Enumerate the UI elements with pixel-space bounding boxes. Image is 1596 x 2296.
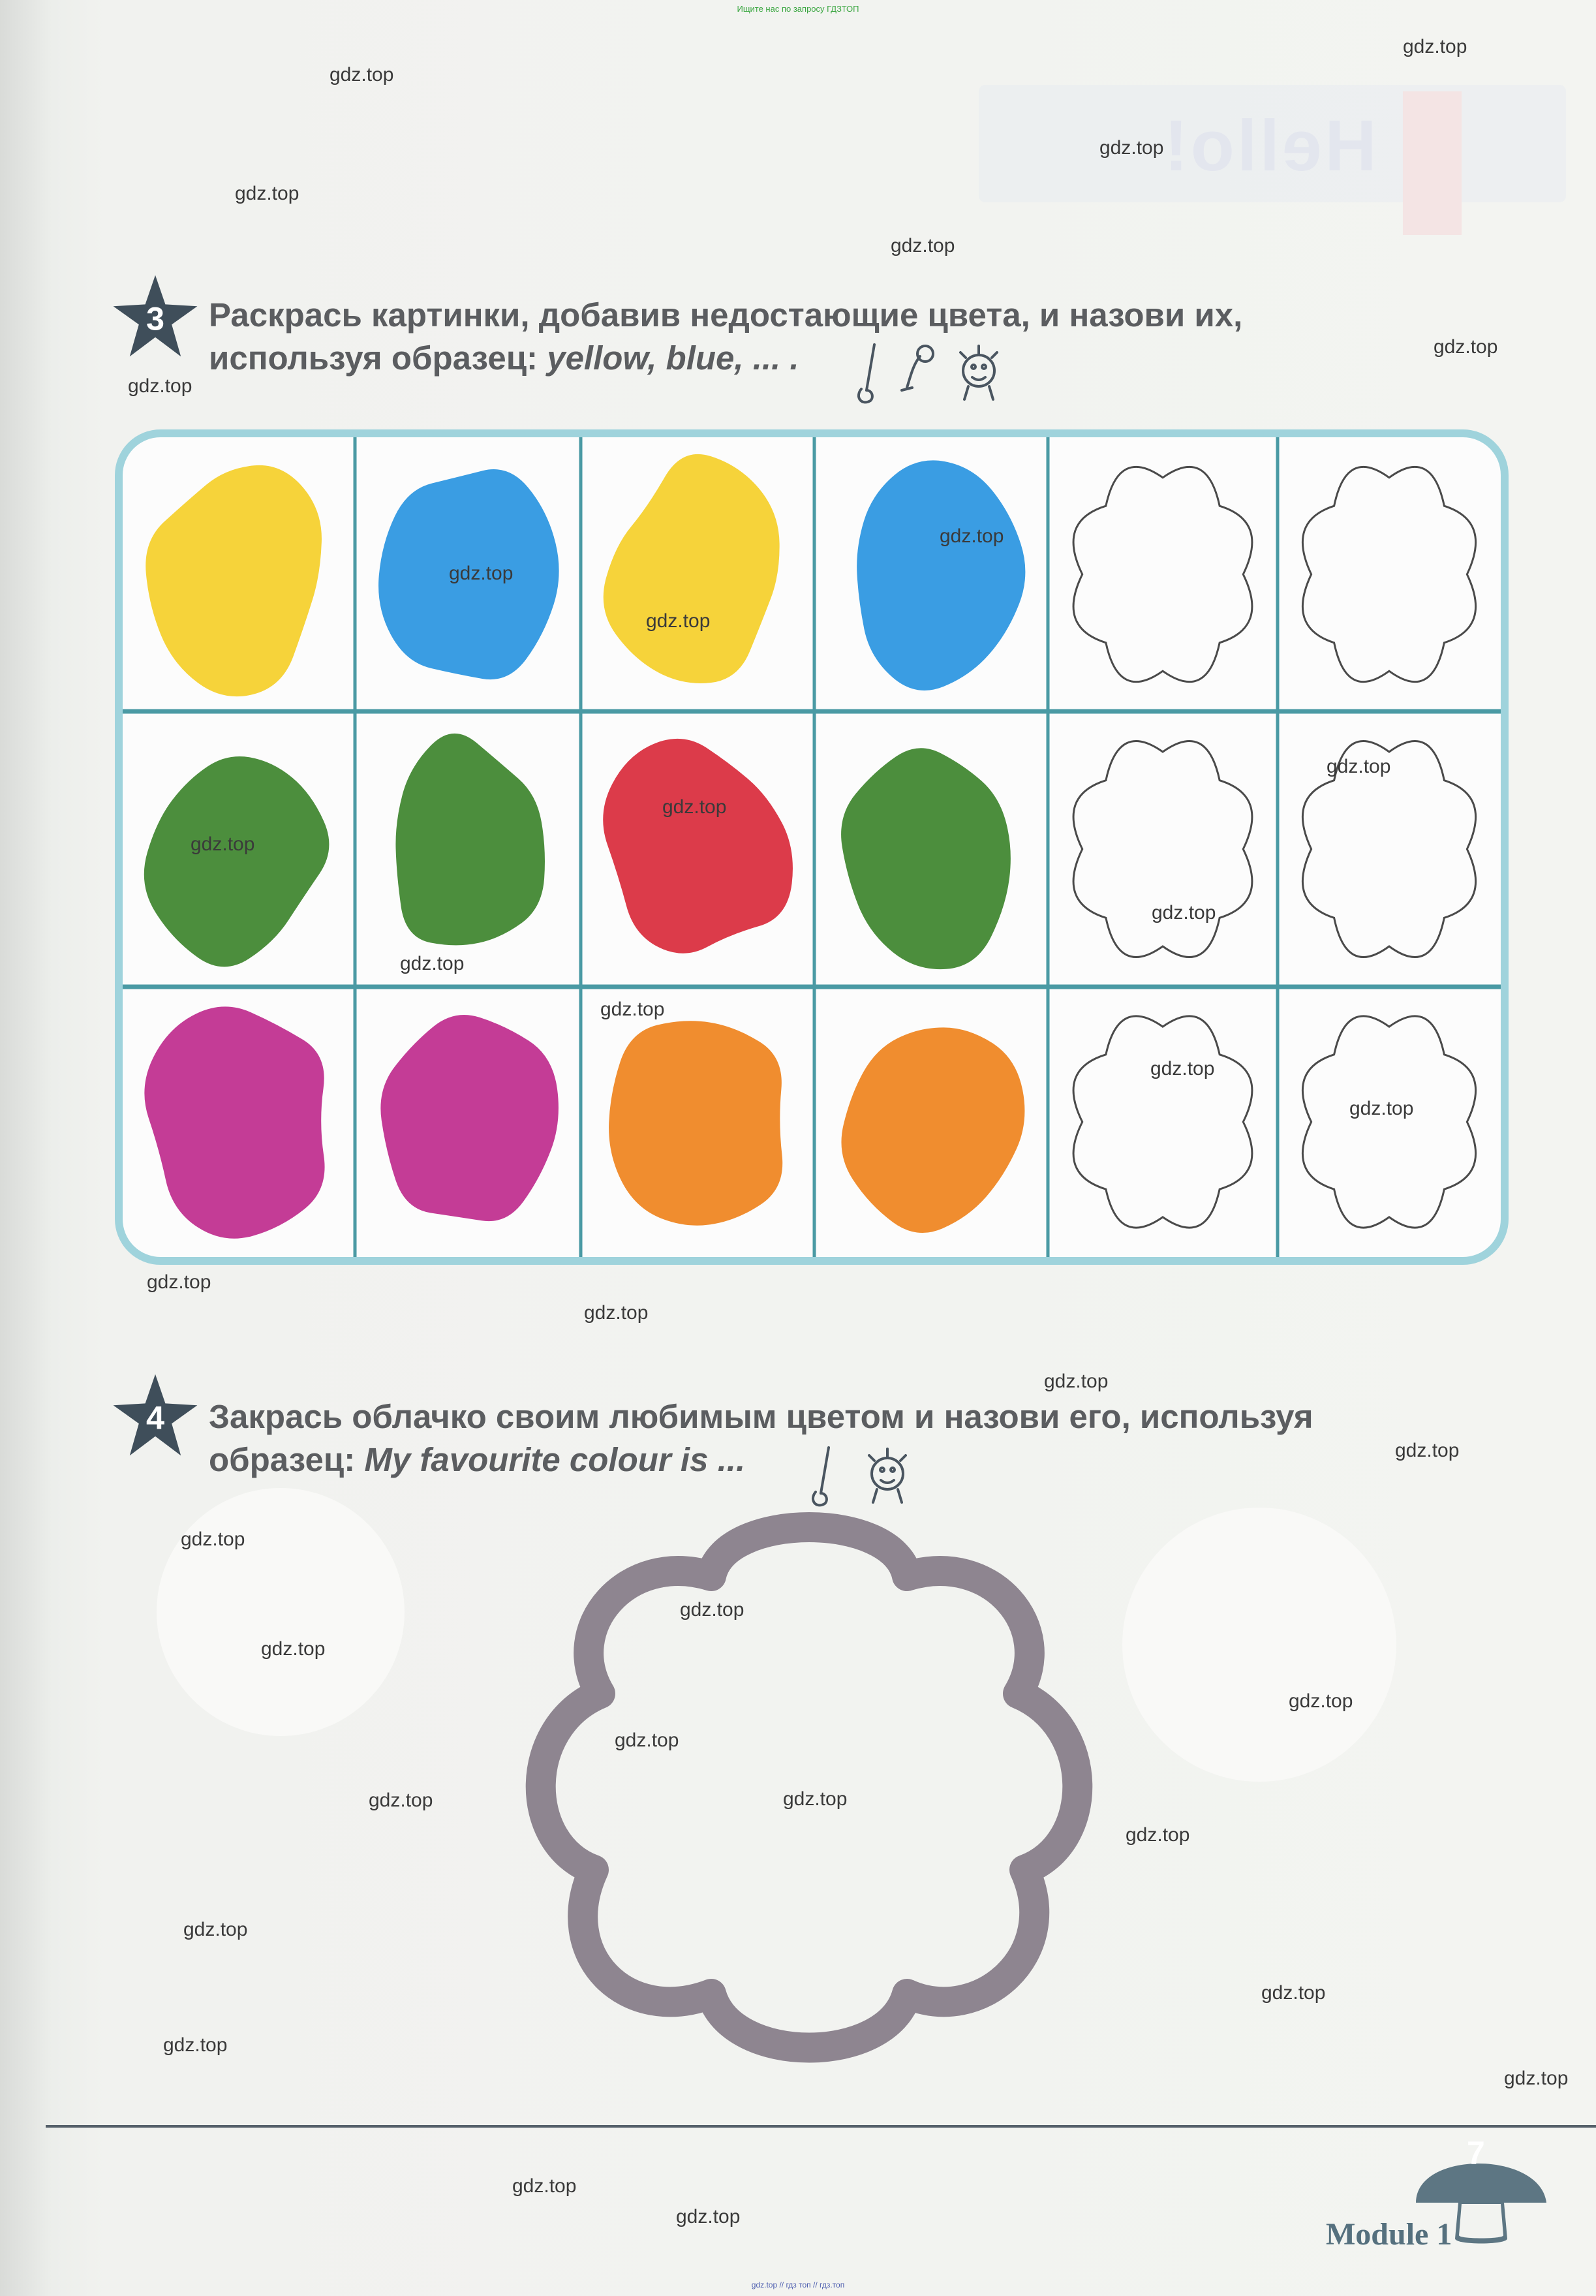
- watermark-text: gdz.top: [449, 563, 514, 584]
- task-3-star-icon: [110, 271, 201, 363]
- empty-cloud-outline: [1073, 1016, 1252, 1228]
- task-4-line-2: [209, 1438, 1313, 1482]
- watermark-text: gdz.top: [1099, 137, 1164, 159]
- blue-paint-blob: [857, 460, 1025, 690]
- magenta-paint-blob: [144, 1006, 324, 1238]
- watermark-text: gdz.top: [183, 1919, 248, 1940]
- show-through-stripe: [1403, 91, 1462, 235]
- watermark-text: gdz.top: [646, 610, 711, 632]
- watermark-text: gdz.top: [1289, 1690, 1353, 1712]
- module-label: Module 1: [1326, 2217, 1452, 2252]
- watermark-text: gdz.top: [584, 1302, 649, 1324]
- watermark-text: gdz.top: [1152, 902, 1216, 923]
- task-3-line-1: Раскрась картинки, добавив недостающие цвета, и назови их,: [209, 296, 1243, 334]
- watermark-text: gdz.top: [1434, 336, 1498, 358]
- yellow-paint-blob: [604, 454, 780, 683]
- watermark-text: gdz.top: [1044, 1371, 1109, 1392]
- watermark-text: gdz.top: [615, 1730, 679, 1751]
- green-paint-blob: [144, 756, 330, 967]
- task-3-prefix: используя образец:: [209, 339, 547, 377]
- red-paint-blob: [603, 739, 793, 954]
- show-through-circle: [1122, 1508, 1396, 1782]
- page-number: 7: [1467, 2135, 1485, 2171]
- watermark-text: gdz.top: [1349, 1098, 1414, 1119]
- magenta-paint-blob: [380, 1015, 559, 1221]
- watermark-text: gdz.top: [181, 1528, 245, 1550]
- green-paint-blob: [841, 748, 1011, 969]
- watermark-text: gdz.top: [400, 953, 465, 974]
- watermark-text: gdz.top: [940, 525, 1004, 547]
- top-note: Ищите нас по запросу ГДЗТОП: [737, 4, 859, 14]
- empty-cloud-outline: [1302, 467, 1475, 681]
- task-4-number: 4: [146, 1399, 165, 1436]
- empty-cloud-outline: [1073, 741, 1252, 957]
- watermark-text: gdz.top: [1504, 2068, 1569, 2089]
- task-4-activity-icons: [803, 1441, 927, 1513]
- green-paint-blob: [395, 734, 545, 946]
- watermark-text: gdz.top: [128, 375, 192, 397]
- task-3-line-2: [209, 337, 1242, 380]
- task-3-activity-icons: [848, 338, 1024, 410]
- task-3-number: 3: [146, 300, 165, 337]
- show-through-text: Hello!: [1161, 106, 1377, 186]
- watermark-text: gdz.top: [235, 183, 299, 204]
- empty-cloud-outline: [1302, 1016, 1475, 1228]
- task-4-star-icon: [110, 1371, 201, 1462]
- watermark-text: gdz.top: [1150, 1058, 1215, 1079]
- watermark-text: gdz.top: [1261, 1982, 1326, 2004]
- watermark-text: gdz.top: [261, 1638, 326, 1660]
- watermark-text: gdz.top: [163, 2034, 228, 2056]
- watermark-text: gdz.top: [676, 2206, 741, 2227]
- orange-paint-blob: [609, 1021, 782, 1225]
- task-3-example: yellow, blue, ... .: [547, 339, 799, 377]
- bottom-note: gdz.top // гдз топ // гдз.топ: [751, 2280, 845, 2289]
- footer-divider: [46, 2125, 1596, 2128]
- watermark-text: gdz.top: [512, 2175, 577, 2197]
- empty-cloud-outline: [1073, 467, 1252, 681]
- task-4-line-1: Закрась облачко своим любимым цветом и назови его, используя: [209, 1398, 1313, 1435]
- watermark-text: gdz.top: [783, 1788, 848, 1810]
- task-4-instruction: [209, 1395, 1313, 1482]
- task-4-example: My favourite colour is ...: [364, 1441, 746, 1478]
- show-through-circle: [157, 1488, 405, 1736]
- color-grid: [115, 429, 1509, 1265]
- watermark-text: gdz.top: [147, 1271, 211, 1293]
- watermark-text: gdz.top: [1126, 1824, 1190, 1846]
- watermark-text: gdz.top: [1403, 36, 1467, 57]
- watermark-text: gdz.top: [891, 235, 955, 256]
- watermark-text: gdz.top: [191, 833, 255, 855]
- watermark-text: gdz.top: [369, 1790, 433, 1811]
- watermark-text: gdz.top: [1395, 1440, 1460, 1461]
- grid-drawing: [123, 437, 1501, 1257]
- watermark-text: gdz.top: [330, 64, 394, 85]
- orange-paint-blob: [841, 1027, 1024, 1233]
- watermark-text: gdz.top: [680, 1599, 744, 1621]
- task-4-prefix: образец:: [209, 1441, 365, 1478]
- watermark-text: gdz.top: [1327, 756, 1391, 777]
- watermark-text: gdz.top: [600, 999, 665, 1020]
- yellow-paint-blob: [146, 465, 322, 696]
- watermark-text: gdz.top: [662, 796, 727, 818]
- task-3-instruction: [209, 294, 1242, 380]
